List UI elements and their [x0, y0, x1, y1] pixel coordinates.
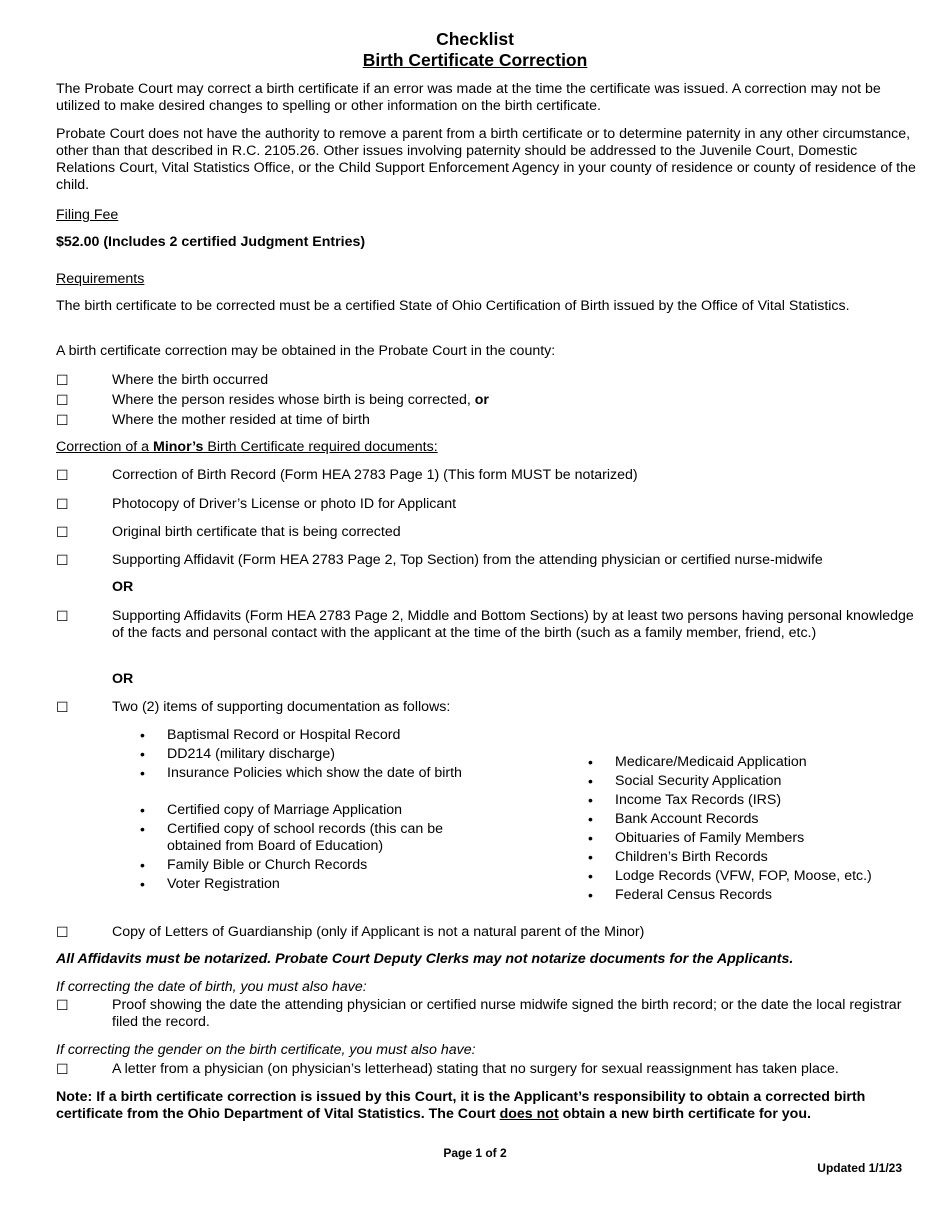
intro-paragraph-1: The Probate Court may correct a birth certificate if an error was made at the time the certificate was issued. A correction may not be utilized to make desired changes to spelling or other information on the birth certificate.: [56, 81, 881, 114]
dob-item-proof: Proof showing the date the attending physician or certified nurse midwife signed the birth record; or the date the local registrar filed the record.: [112, 997, 902, 1030]
supporting-doc-item: Certified copy of school records (this can be obtained from Board of Education): [167, 821, 443, 854]
checkbox[interactable]: ☐: [56, 699, 69, 715]
bullet-icon: •: [588, 811, 593, 827]
notarize-warning: All Affidavits must be notarized. Probate Court Deputy Clerks may not notarize documents for the Applicants.: [56, 951, 794, 967]
supporting-doc-item: DD214 (military discharge): [167, 746, 335, 762]
bullet-icon: •: [588, 849, 593, 865]
supporting-doc-item: Baptismal Record or Hospital Record: [167, 727, 401, 743]
checkbox[interactable]: ☐: [56, 924, 69, 940]
supporting-doc-item: Family Bible or Church Records: [167, 857, 368, 873]
bullet-icon: •: [588, 830, 593, 846]
supporting-doc-item: Medicare/Medicaid Application: [615, 754, 807, 770]
supporting-doc-item: Certified copy of Marriage Application: [167, 802, 403, 818]
supporting-doc-item: Income Tax Records (IRS): [615, 792, 782, 808]
checkbox[interactable]: ☐: [56, 1061, 69, 1077]
supporting-doc-item: Voter Registration: [167, 876, 280, 892]
dob-section-heading: If correcting the date of birth, you must also have:: [56, 979, 367, 995]
supporting-doc-item: Bank Account Records: [615, 811, 759, 827]
supporting-doc-item: Federal Census Records: [615, 887, 772, 903]
requirements-paragraph-1: The birth certificate to be corrected must be a certified State of Ohio Certification of Birth issued by the Office of Vital Statistics.: [56, 298, 850, 314]
supporting-doc-item: Children’s Birth Records: [615, 849, 768, 865]
intro-paragraph-2: Probate Court does not have the authority to remove a parent from a birth certificate or to determine paternity in any other circumstance, other than that described in R.C. 2105.26. Other issues involving paternity should be addressed to the Juvenile Court, Domestic Relations Court, Vital Statistics Office, or the Child Support Enforcement Agency in your county of residence or county of residence of the child.: [56, 126, 916, 193]
or-separator: OR: [112, 671, 134, 687]
or-separator: OR: [112, 579, 134, 595]
bullet-icon: •: [140, 876, 145, 892]
supporting-doc-item: Obituaries of Family Members: [615, 830, 805, 846]
doc-item-correction-form: Correction of Birth Record (Form HEA 2783 Page 1) (This form MUST be notarized): [112, 467, 638, 483]
checkbox[interactable]: ☐: [56, 392, 69, 408]
requirements-heading: Requirements: [56, 271, 145, 287]
supporting-doc-item: Social Security Application: [615, 773, 782, 789]
supporting-doc-item: Lodge Records (VFW, FOP, Moose, etc.): [615, 868, 872, 884]
gender-section-heading: If correcting the gender on the birth certificate, you must also have:: [56, 1042, 476, 1058]
page-title: Checklist: [436, 29, 514, 49]
checkbox[interactable]: ☐: [56, 524, 69, 540]
page-number: Page 1 of 2: [443, 1146, 507, 1160]
bullet-icon: •: [588, 754, 593, 770]
gender-item-letter: A letter from a physician (on physician’s letterhead) stating that no surgery for sexual reassignment has taken place.: [112, 1061, 839, 1077]
county-item-birth: Where the birth occurred: [112, 372, 269, 388]
bullet-icon: •: [140, 765, 145, 781]
bullet-icon: •: [588, 792, 593, 808]
checkbox[interactable]: ☐: [56, 997, 69, 1013]
bullet-icon: •: [588, 773, 593, 789]
doc-item-original-certificate: Original birth certificate that is being corrected: [112, 524, 401, 540]
updated-date: Updated 1/1/23: [817, 1161, 902, 1175]
checkbox[interactable]: ☐: [56, 552, 69, 568]
bullet-icon: •: [140, 746, 145, 762]
filing-fee-amount: $52.00 (Includes 2 certified Judgment Entries): [56, 234, 366, 250]
bullet-icon: •: [588, 868, 593, 884]
bullet-icon: •: [140, 821, 145, 837]
county-item-residence: Where the person resides whose birth is being corrected, or: [112, 392, 489, 408]
checkbox[interactable]: ☐: [56, 372, 69, 388]
doc-item-guardianship: Copy of Letters of Guardianship (only if Applicant is not a natural parent of the Minor): [112, 924, 645, 940]
supporting-doc-item: Insurance Policies which show the date of birth: [167, 765, 462, 781]
filing-fee-heading: Filing Fee: [56, 207, 119, 223]
county-item-mother: Where the mother resided at time of birth: [112, 412, 370, 428]
checkbox[interactable]: ☐: [56, 496, 69, 512]
minor-section-heading: Correction of a Minor’s Birth Certificate required documents:: [56, 439, 438, 455]
checkbox[interactable]: ☐: [56, 412, 69, 428]
requirements-paragraph-2: A birth certificate correction may be obtained in the Probate Court in the county:: [56, 343, 556, 359]
doc-item-personal-affidavits: Supporting Affidavits (Form HEA 2783 Page 2, Middle and Bottom Sections) by at least two persons having personal knowledge of the facts and personal contact with the applicant at the time of the birth (such as a family member, friend, etc.): [112, 608, 914, 641]
bullet-icon: •: [140, 857, 145, 873]
doc-item-physician-affidavit: Supporting Affidavit (Form HEA 2783 Page 2, Top Section) from the attending physician or certified nurse-midwife: [112, 552, 823, 568]
doc-item-photo-id: Photocopy of Driver’s License or photo ID for Applicant: [112, 496, 457, 512]
or-label: or: [474, 392, 489, 408]
page-subtitle: Birth Certificate Correction: [362, 50, 588, 70]
final-note: Note: If a birth certificate correction is issued by this Court, it is the Applicant’s responsibility to obtain a corrected birth certificate from the Ohio Department of Vital Statistics. The Court does not obtain a new birth certificate for you.: [56, 1089, 866, 1122]
checkbox[interactable]: ☐: [56, 608, 69, 624]
bullet-icon: •: [140, 802, 145, 818]
checkbox[interactable]: ☐: [56, 467, 69, 483]
bullet-icon: •: [588, 887, 593, 903]
bullet-icon: •: [140, 727, 145, 743]
doc-item-supporting-documentation: Two (2) items of supporting documentation as follows:: [112, 699, 451, 715]
